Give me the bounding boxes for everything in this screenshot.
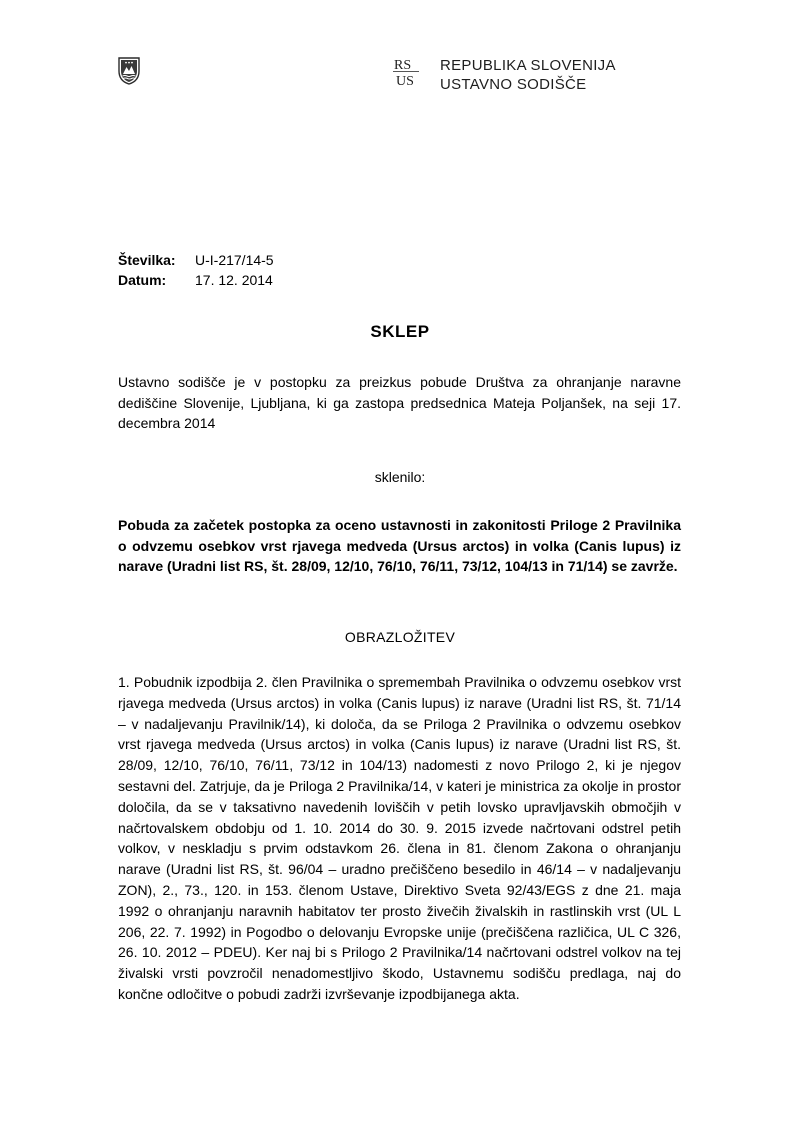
- institution-line-2: USTAVNO SODIŠČE: [440, 76, 587, 93]
- case-number-label: Številka:: [118, 252, 176, 268]
- institution-line-1: REPUBLIKA SLOVENIJA: [440, 57, 616, 74]
- decision-paragraph: Pobuda za začetek postopka za oceno ustavnosti in zakonitosti Priloge 2 Pravilnika o odvzemu osebkov vrst rjavega medveda (Ursus arctos) in volka (Canis lupus) iz narave (Uradni list RS, št. 28/09, 12/10, 76/10, 76/11, 73/12, 104/13 in 71/14) se zavrže.: [118, 517, 681, 574]
- slovenia-coat-of-arms-icon: [118, 57, 140, 85]
- case-number-row: [118, 250, 274, 270]
- reasoning-heading: OBRAZLOŽITEV: [344, 629, 456, 645]
- institution-name: [440, 56, 616, 94]
- case-meta: [118, 250, 274, 290]
- case-date-row: [118, 270, 274, 290]
- intro-paragraph: Ustavno sodišče je v postopku za preizkus pobude Društva za ohranjanje naravne dediščine Slovenije, Ljubljana, ki ga zastopa predsednica Mateja Poljanšek, na seji 17. decembra 2014: [118, 374, 681, 431]
- document-title: SKLEP: [370, 322, 430, 341]
- reasoning-paragraph-1: 1. Pobudnik izpodbija 2. člen Pravilnika o spremembah Pravilnika o odvzemu osebkov vrst rjavega medveda (Ursus arctos) in volka (Canis lupus) iz narave (Uradni list RS, št. 71/14 – v nadaljevanju Pravilnik/14), ki določa, da se Priloga 2 Pravilnika o odvzemu osebkov vrst rjavega medveda (Ursus arctos) in volka (Canis lupus) iz narave (Uradni list RS, št. 28/09, 12/10, 76/10, 76/11, 73/12 in 104/13) nadomesti z novo Prilogo 2, ki je njegov sestavni del. Zatrjuje, da je Priloga 2 Pravilnika/14, v kateri je ministrica za okolje in prostor določila, da se v taksativno navedenih loviščih v petih lovsko upravljavskih območjih v načrtovalskem obdobju od 1. 10. 2014 do 30. 9. 2015 izvede načrtovani odstrel petih volkov, v neskladju s prvim odstavkom 26. člena in 81. členom Zakona o ohranjanju narave (Uradni list RS, št. 96/04 – uradno prečiščeno besedilo in 46/14 – v nadaljevanju ZON), 2., 73., 120. in 153. členom Ustave, Direktivo Sveta 92/43/EGS z dne 21. maja 1992 o ohranjanju naravnih habitatov ter prosto živečih živalskih in rastlinskih vrst (UL L 206, 22. 7. 1992) in Pogodbo o delovanju Evropske unije (prečiščena različica, UL C 326, 26. 10. 2012 – PDEU). Ker naj bi s Prilogo 2 Pravilnika/14 načrtovani odstrel volkov na tej živalski vrsti povzročil nenadomestljivo škodo, Ustavnemu sodišču predlaga, naj do končne odločitve o pobudi zadrži izvrševanje izpodbijanega akta.: [118, 674, 681, 1002]
- logo-text-bottom: US: [396, 74, 414, 87]
- case-date-value: 17. 12. 2014: [195, 272, 273, 288]
- decided-word: sklenilo:: [374, 469, 426, 485]
- logo-text-top: RS: [394, 58, 412, 73]
- court-monogram-logo: [392, 55, 420, 87]
- case-date-label: Datum:: [118, 272, 167, 288]
- case-number-value: U-I-217/14-5: [195, 252, 274, 268]
